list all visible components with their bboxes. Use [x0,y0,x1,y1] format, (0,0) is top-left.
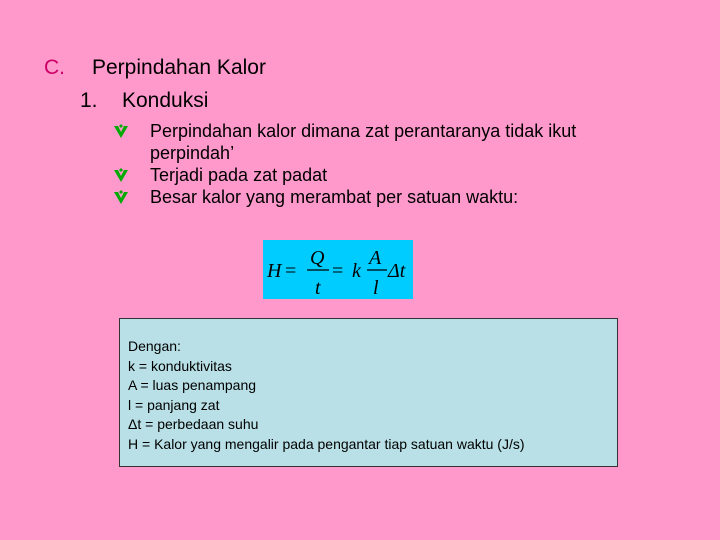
definition-item: l = panjang zat [128,396,220,413]
bullet-text-line: Perpindahan kalor dimana zat perantaranya tidak ikut [150,121,577,141]
formula-box [263,240,413,299]
diamond-v-bullet-icon [113,189,129,205]
formula-A: A [369,247,382,269]
formula-t: t [315,277,321,299]
formula-H: H [267,260,282,282]
section-title: Perpindahan Kalor [92,56,266,79]
subsection-title: Konduksi [122,89,209,112]
definitions-heading: Dengan: [128,338,181,354]
bullet-text-line: perpindah’ [150,143,235,163]
bullet-item [113,164,693,186]
bullet-item [113,186,693,208]
formula-equals: = [332,260,344,282]
formula-l: l [373,277,379,299]
bullet-text-line: Besar kalor yang merambat per satuan waktu: [150,187,519,207]
definition-item: A = luas penampang [128,377,257,393]
formula-delta-t: Δt [388,260,406,282]
bullet-text-line: Terjadi pada zat padat [150,165,328,185]
diamond-v-bullet-icon [113,167,129,183]
bullet-item [113,120,693,164]
conduction-formula [263,240,413,299]
subsection-number: 1. [80,89,98,112]
formula-equals: = [285,260,297,282]
formula-Q: Q [310,247,325,269]
formula-k: k [352,260,361,282]
bullet-list [113,120,693,208]
definition-item: H = Kalor yang mengalir pada pengantar tiap satuan waktu (J/s) [128,435,525,452]
section-number: C. [44,56,65,79]
definition-item: k = konduktivitas [128,357,232,374]
definition-item: Δt = perbedaan suhu [128,416,259,432]
diamond-v-bullet-icon [113,123,129,139]
definitions-box [119,318,618,467]
